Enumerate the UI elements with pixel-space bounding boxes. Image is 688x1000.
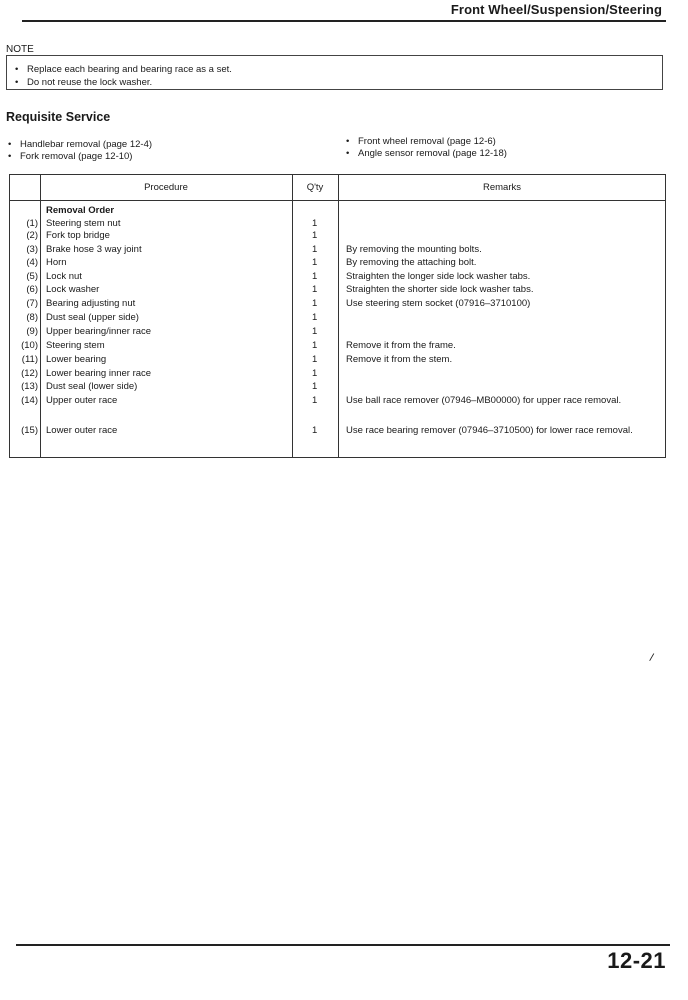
- removal-order-title: Removal Order: [46, 205, 115, 216]
- procedure-column-header: Procedure: [144, 182, 188, 193]
- step-number: (14): [21, 395, 38, 406]
- step-number: (13): [21, 381, 38, 392]
- step-quantity: 1: [312, 340, 318, 351]
- step-remark: Straighten the shorter side lock washer tabs.: [346, 284, 534, 295]
- step-remark: Straighten the longer side lock washer tabs.: [346, 271, 531, 282]
- step-description: Dust seal (upper side): [46, 312, 139, 323]
- step-quantity: 1: [312, 354, 318, 365]
- requisite-service-title: Requisite Service: [6, 110, 111, 124]
- step-description: Lower bearing inner race: [46, 368, 152, 379]
- step-number: (12): [21, 368, 38, 379]
- requisite-service-right: [346, 136, 507, 160]
- step-quantity: 1: [312, 381, 318, 392]
- stray-mark: /: [648, 651, 655, 665]
- table-divider: [338, 175, 339, 457]
- requisite-service-item: • Fork removal (page 12-10): [8, 151, 152, 163]
- note-item: • Replace each bearing and bearing race as a set.: [15, 63, 662, 76]
- step-remark: Remove it from the stem.: [346, 354, 453, 365]
- step-quantity: 1: [312, 230, 318, 241]
- step-quantity: 1: [312, 326, 318, 337]
- step-description: Lower outer race: [46, 425, 118, 436]
- note-box: [6, 55, 663, 90]
- requisite-service-left: [8, 139, 152, 163]
- qty-column-header: Q'ty: [306, 182, 324, 193]
- step-quantity: 1: [312, 271, 318, 282]
- step-quantity: 1: [312, 312, 318, 323]
- requisite-service-item: • Angle sensor removal (page 12-18): [346, 148, 507, 160]
- step-quantity: 1: [312, 284, 318, 295]
- step-quantity: 1: [312, 298, 318, 309]
- remarks-column-header: Remarks: [482, 182, 521, 193]
- step-description: Steering stem nut: [46, 218, 121, 229]
- step-number: (15): [21, 425, 38, 436]
- step-quantity: 1: [312, 218, 318, 229]
- step-number: (9): [26, 326, 38, 337]
- step-number: (5): [26, 271, 38, 282]
- step-description: Upper bearing/inner race: [46, 326, 152, 337]
- step-remark: By removing the attaching bolt.: [346, 257, 477, 268]
- step-description: Fork top bridge: [46, 230, 110, 241]
- step-quantity: 1: [312, 244, 318, 255]
- step-number: (11): [21, 354, 38, 365]
- table-divider: [292, 175, 293, 457]
- page-header-title: Front Wheel/Suspension/Steering: [450, 2, 662, 17]
- table-header-rule: [10, 200, 665, 201]
- step-remark: Use race bearing remover (07946–3710500) for lower race removal.: [346, 425, 633, 436]
- step-remark: By removing the mounting bolts.: [346, 244, 482, 255]
- step-description: Lock washer: [46, 284, 100, 295]
- step-description: Upper outer race: [46, 395, 118, 406]
- step-remark: Use steering stem socket (07916–3710100): [346, 298, 531, 309]
- step-number: (7): [26, 298, 38, 309]
- step-number: (10): [21, 340, 38, 351]
- requisite-service-item: • Handlebar removal (page 12-4): [8, 139, 152, 151]
- step-number: (4): [26, 257, 38, 268]
- step-number: (1): [26, 218, 38, 229]
- step-quantity: 1: [312, 395, 318, 406]
- step-number: (8): [26, 312, 38, 323]
- table-divider: [40, 175, 41, 457]
- step-description: Lower bearing: [46, 354, 107, 365]
- step-number: (6): [26, 284, 38, 295]
- step-quantity: 1: [312, 257, 318, 268]
- step-description: Bearing adjusting nut: [46, 298, 136, 309]
- step-number: (3): [26, 244, 38, 255]
- note-label: NOTE: [6, 44, 34, 55]
- step-quantity: 1: [312, 425, 318, 436]
- note-item: • Do not reuse the lock washer.: [15, 76, 662, 89]
- step-number: (2): [26, 230, 38, 241]
- step-description: Lock nut: [46, 271, 82, 282]
- step-remark: Use ball race remover (07946–MB00000) for upper race removal.: [346, 395, 622, 406]
- header-rule: [22, 20, 666, 22]
- footer-rule: [16, 944, 670, 946]
- procedure-table: [9, 174, 666, 458]
- step-description: Steering stem: [46, 340, 105, 351]
- step-description: Brake hose 3 way joint: [46, 244, 142, 255]
- step-remark: Remove it from the frame.: [346, 340, 456, 351]
- step-quantity: 1: [312, 368, 318, 379]
- step-description: Horn: [46, 257, 67, 268]
- requisite-service-item: • Front wheel removal (page 12-6): [346, 136, 507, 148]
- page-number: 12-21: [607, 948, 666, 973]
- step-description: Dust seal (lower side): [46, 381, 138, 392]
